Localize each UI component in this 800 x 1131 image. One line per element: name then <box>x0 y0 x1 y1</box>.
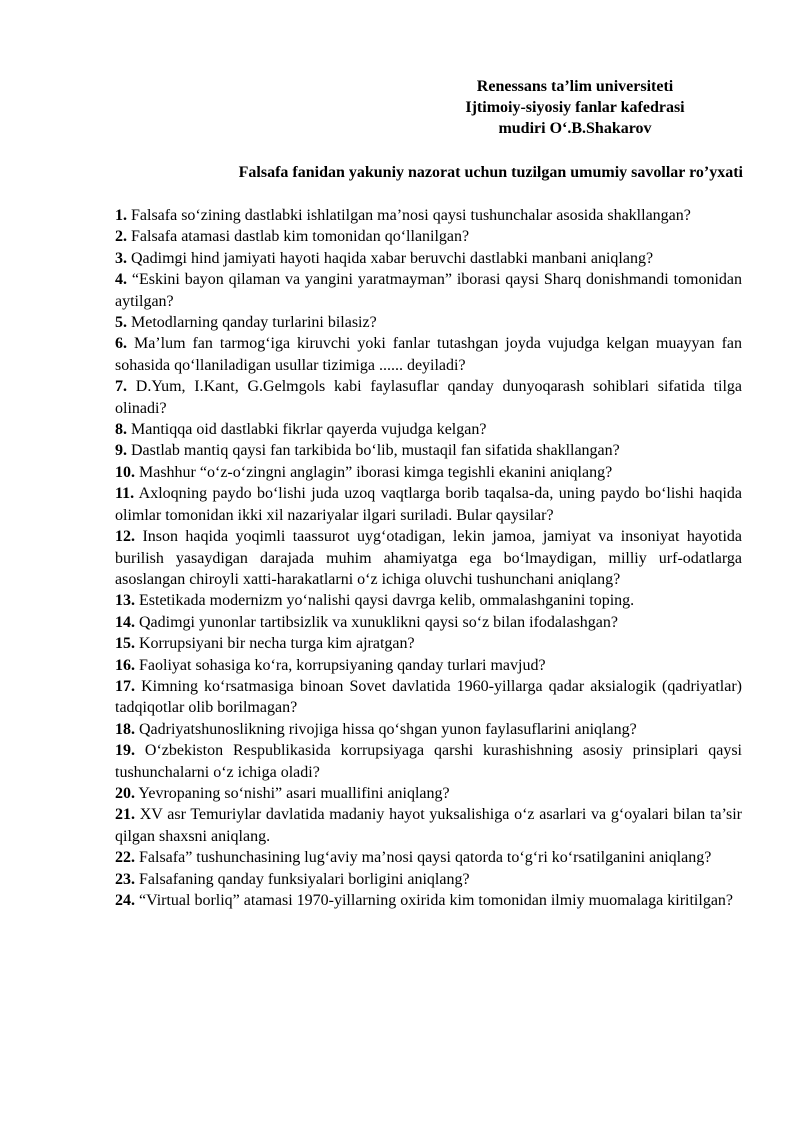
question-text: Inson haqida yoqimli taassurot uyg‘otadigan, lekin jamoa, jamiyat va insoniyat hayotida burilish yasaydigan darajada muhim ahamiyatga ega bo‘lmaydigan, milliy urf-odatlarga asoslangan chiroyli xatti-harakatlarni o‘z ichiga oluvchi tushunchani aniqlang? <box>115 528 742 588</box>
question-text: Falsafa so‘zining dastlabki ishlatilgan ma’nosi qaysi tushunchalar asosida shakllangan? <box>131 207 691 224</box>
question-text: Qadriyatshunoslikning rivojiga hissa qo‘shgan yunon faylasuflarini aniqlang? <box>139 720 637 738</box>
question-number: 20. <box>115 784 135 802</box>
question-item <box>115 890 742 911</box>
question-number: 4. <box>115 271 127 289</box>
question-number: 18. <box>115 720 135 738</box>
question-item <box>115 869 742 890</box>
question-number: 15. <box>115 635 135 653</box>
question-text: Faoliyat sohasiga ko‘ra, korrupsiyaning qanday turlari mavjud? <box>139 656 546 674</box>
question-item <box>115 248 742 269</box>
question-item <box>115 312 742 333</box>
question-text: Falsafa” tushunchasining lug‘aviy ma’nosi qaysi qatorda to‘g‘ri ko‘rsatilganini aniqlang? <box>139 849 712 867</box>
question-text: “Eskini bayon qilaman va yangini yaratmayman” iborasi qaysi Sharq donishmandi tomonidan aytilgan? <box>115 271 743 310</box>
university-name: Renessans ta’lim universiteti <box>476 78 674 95</box>
question-item <box>115 655 742 676</box>
question-number: 12. <box>115 528 135 546</box>
question-text: Mashhur “o‘z-o‘zingni anglagin” iborasi kimga tegishli ekanini aniqlang? <box>139 463 613 481</box>
question-number: 19. <box>115 742 135 760</box>
question-number: 23. <box>115 870 135 888</box>
question-text: Metodlarning qanday turlarini bilasiz? <box>131 314 377 332</box>
question-item <box>115 526 742 590</box>
question-text: XV asr Temuriylar davlatida madaniy hayot yuksalishiga o‘z asarlari va g‘oyalari bilan ta’sir qilgan shaxsni aniqlang. <box>115 806 742 845</box>
question-item <box>115 804 742 847</box>
question-number: 1. <box>115 207 127 224</box>
question-number: 24. <box>115 892 135 909</box>
question-item <box>115 376 742 419</box>
question-number: 8. <box>115 421 127 439</box>
question-number: 16. <box>115 656 135 674</box>
department-name: Ijtimoiy-siyosiy fanlar kafedrasi <box>465 99 685 116</box>
question-text: Dastlab mantiq qaysi fan tarkibida bo‘lib, mustaqil fan sifatida shakllangan? <box>131 442 620 460</box>
question-text: Kimning ko‘rsatmasiga binoan Sovet davlatida 1960-yillarga qadar aksialogik (qadriyatlar) tadqiqotlar olib borilmagan? <box>115 677 742 717</box>
question-item <box>115 226 742 247</box>
question-item <box>115 419 742 440</box>
question-text: Axloqning paydo bo‘lishi juda uzoq vaqtlarga borib taqalsa-da, uning paydo bo‘lishi haqida olimlar tomonidan ikki xil nazariyalar ilgari suriladi. Bular qaysilar? <box>115 485 742 524</box>
question-item <box>115 676 742 719</box>
question-item <box>115 590 742 611</box>
question-text: D.Yum, I.Kant, G.Gelmgols kabi faylasuflar qanday dunyoqarash sohiblari sifatida tilga olinadi? <box>115 378 743 417</box>
question-text: “Virtual borliq” atamasi 1970-yillarning oxirida kim tomonidan ilmiy muomalaga kiritilgan? <box>139 892 734 909</box>
question-item <box>115 462 742 483</box>
question-list <box>115 205 742 911</box>
question-item <box>115 483 742 526</box>
question-text: Mantiqqa oid dastlabki fikrlar qayerda vujudga kelgan? <box>131 421 487 439</box>
question-number: 10. <box>115 463 135 481</box>
question-item <box>115 740 742 783</box>
question-number: 22. <box>115 849 135 867</box>
question-text: Estetikada modernizm yo‘nalishi qaysi davrga kelib, ommalashganini toping. <box>139 592 635 610</box>
question-item <box>115 269 742 312</box>
question-text: Yevropaning so‘nishi” asari muallifini aniqlang? <box>138 784 450 802</box>
question-text: Ma’lum fan tarmog‘iga kiruvchi yoki fanlar tutashgan joyda vujudga kelgan muayyan fan sohasida qo‘llaniladigan usullar tizimiga ...... deyiladi? <box>115 335 742 374</box>
question-number: 3. <box>115 249 127 267</box>
question-text: Qadimgi yunonlar tartibsizlik va xunuklikni qaysi so‘z bilan ifodalashgan? <box>139 613 619 631</box>
question-number: 7. <box>115 378 127 396</box>
question-item <box>115 719 742 740</box>
question-number: 13. <box>115 592 135 610</box>
question-item <box>115 333 742 376</box>
question-text: O‘zbekiston Respublikasida korrupsiyaga qarshi kurashishning asosiy prinsiplari qaysi tushunchalarni o‘z ichiga oladi? <box>115 742 742 781</box>
question-number: 6. <box>115 335 127 353</box>
department-head: mudiri O‘.B.Shakarov <box>498 120 652 137</box>
document-title: Falsafa fanidan yakuniy nazorat uchun tuzilgan umumiy savollar ro’yxati <box>238 164 743 181</box>
question-number: 21. <box>115 806 135 824</box>
question-number: 14. <box>115 613 135 631</box>
question-text: Korrupsiyani bir necha turga kim ajratgan? <box>139 635 415 653</box>
question-number: 5. <box>115 314 127 332</box>
question-item <box>115 205 742 226</box>
question-item <box>115 633 742 654</box>
question-number: 2. <box>115 228 127 246</box>
question-text: Qadimgi hind jamiyati hayoti haqida xabar beruvchi dastlabki manbani aniqlang? <box>131 249 654 267</box>
question-number: 9. <box>115 442 127 460</box>
question-item <box>115 847 742 868</box>
question-text: Falsafaning qanday funksiyalari borligini aniqlang? <box>139 870 470 888</box>
question-item <box>115 783 742 804</box>
question-text: Falsafa atamasi dastlab kim tomonidan qo‘llanilgan? <box>131 228 470 246</box>
question-item <box>115 440 742 461</box>
question-number: 11. <box>115 485 135 503</box>
question-item <box>115 612 742 633</box>
approval-block <box>410 76 740 139</box>
question-number: 17. <box>115 677 135 695</box>
